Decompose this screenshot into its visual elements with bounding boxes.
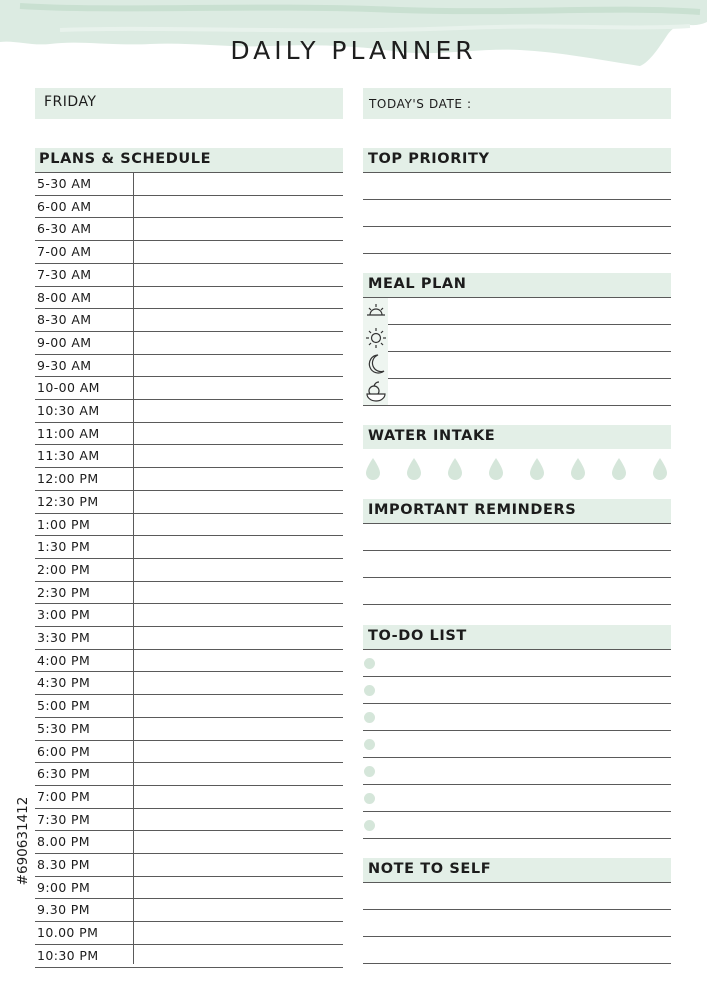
schedule-time: 4:00 PM (37, 652, 91, 668)
schedule-time: 6-30 AM (37, 221, 92, 237)
schedule-entry-field[interactable] (134, 535, 343, 558)
stock-id-stamp (10, 765, 36, 925)
water-drop-icon[interactable] (365, 457, 381, 481)
meal-line[interactable] (363, 405, 671, 406)
schedule-entry-field[interactable] (134, 286, 343, 309)
schedule-entry-field[interactable] (134, 581, 343, 604)
water-drop-icon[interactable] (611, 457, 627, 481)
note-header (363, 858, 671, 882)
schedule-time: 12:30 PM (37, 493, 99, 509)
todo-line[interactable] (363, 838, 671, 839)
schedule-time: 10-00 AM (37, 380, 100, 396)
schedule-entry-field[interactable] (134, 444, 343, 467)
schedule-time: 6-00 AM (37, 198, 92, 214)
schedule-row-line (35, 967, 343, 968)
meal-line[interactable] (363, 324, 671, 325)
schedule-entry-field[interactable] (134, 558, 343, 581)
todo-line[interactable] (363, 676, 671, 677)
day-label: FRIDAY (44, 94, 97, 110)
todo-line (363, 649, 671, 650)
reminder-line[interactable] (363, 550, 671, 551)
schedule-entry-field[interactable] (134, 671, 343, 694)
schedule-title: PLANS & SCHEDULE (39, 151, 212, 167)
schedule-time: 1:00 PM (37, 516, 91, 532)
schedule-entry-field[interactable] (134, 740, 343, 763)
water-drop-icon[interactable] (652, 457, 668, 481)
schedule-time: 5:30 PM (37, 720, 91, 736)
schedule-time: 11:00 AM (37, 425, 100, 441)
todo-checkbox[interactable] (364, 739, 375, 750)
schedule-entry-field[interactable] (134, 399, 343, 422)
schedule-entry-field[interactable] (134, 331, 343, 354)
note-line[interactable] (363, 909, 671, 910)
schedule-time: 4:30 PM (37, 675, 91, 691)
note-line[interactable] (363, 963, 671, 964)
schedule-entry-field[interactable] (134, 354, 343, 377)
schedule-time: 11:30 AM (37, 448, 100, 464)
meal-line[interactable] (363, 297, 671, 298)
schedule-time: 1:30 PM (37, 539, 91, 555)
schedule-entry-field[interactable] (134, 603, 343, 626)
top-priority-line[interactable] (363, 199, 671, 200)
water-intake-header (363, 425, 671, 449)
top-priority-header (363, 148, 671, 172)
top-priority-line[interactable] (363, 172, 671, 173)
schedule-time: 7:30 PM (37, 811, 91, 827)
todo-checkbox[interactable] (364, 685, 375, 696)
schedule-entry-field[interactable] (134, 263, 343, 286)
sun-icon (365, 327, 387, 349)
schedule-time: 8.30 PM (37, 857, 90, 872)
todo-line[interactable] (363, 703, 671, 704)
todo-title: TO-DO LIST (368, 628, 467, 644)
stock-id-text: #690631412 (15, 796, 31, 886)
schedule-entry-field[interactable] (134, 944, 343, 967)
reminder-line[interactable] (363, 577, 671, 578)
todo-checkbox[interactable] (364, 712, 375, 723)
fruit-icon (365, 380, 387, 402)
todo-checkbox[interactable] (364, 766, 375, 777)
schedule-entry-field[interactable] (134, 376, 343, 399)
schedule-entry-field[interactable] (134, 717, 343, 740)
day-bar (35, 88, 343, 119)
schedule-time: 12:00 PM (37, 471, 99, 487)
meal-line[interactable] (363, 351, 671, 352)
water-drop-icon[interactable] (529, 457, 545, 481)
schedule-time: 10:30 AM (37, 403, 100, 418)
schedule-entry-field[interactable] (134, 853, 343, 876)
todo-checkbox[interactable] (364, 820, 375, 831)
reminders-header (363, 499, 671, 523)
date-bar[interactable] (363, 88, 671, 119)
top-priority-line[interactable] (363, 226, 671, 227)
sunrise-icon (365, 300, 387, 322)
schedule-header (35, 148, 343, 172)
schedule-entry-field[interactable] (134, 626, 343, 649)
todo-header (363, 625, 671, 649)
water-drop-icon[interactable] (570, 457, 586, 481)
meal-line[interactable] (363, 378, 671, 379)
moon-icon (365, 353, 387, 375)
todo-line[interactable] (363, 757, 671, 758)
schedule-time: 7-30 AM (37, 266, 92, 282)
schedule-time: 6:30 PM (37, 766, 91, 782)
schedule-time: 9-00 AM (37, 334, 92, 350)
schedule-time: 2:30 PM (37, 584, 91, 600)
schedule-time: 9:00 PM (37, 879, 91, 895)
schedule-entry-field[interactable] (134, 195, 343, 218)
schedule-entry-field[interactable] (134, 172, 343, 195)
schedule-entry-field[interactable] (134, 422, 343, 445)
schedule-time: 8-30 AM (37, 312, 92, 328)
todo-line[interactable] (363, 730, 671, 731)
schedule-entry-field[interactable] (134, 830, 343, 853)
schedule-time: 10:30 PM (37, 947, 99, 963)
top-priority-line[interactable] (363, 253, 671, 254)
schedule-entry-field[interactable] (134, 785, 343, 808)
note-line[interactable] (363, 936, 671, 937)
water-drop-icon[interactable] (406, 457, 422, 481)
water-drop-icon[interactable] (488, 457, 504, 481)
schedule-time: 8.00 PM (37, 834, 90, 850)
schedule-time: 3:30 PM (37, 630, 91, 645)
todo-checkbox[interactable] (364, 658, 375, 669)
top-priority-title: TOP PRIORITY (368, 151, 490, 167)
schedule-time: 5-30 AM (37, 176, 92, 191)
reminder-line[interactable] (363, 523, 671, 524)
todo-line[interactable] (363, 811, 671, 812)
schedule-entry-field[interactable] (134, 921, 343, 944)
date-label: TODAY'S DATE : (369, 97, 472, 111)
note-title: NOTE TO SELF (368, 861, 492, 877)
note-line[interactable] (363, 882, 671, 883)
reminders-title: IMPORTANT REMINDERS (368, 502, 577, 518)
schedule-entry-field[interactable] (134, 694, 343, 717)
schedule-entry-field[interactable] (134, 513, 343, 536)
schedule-entry-field[interactable] (134, 308, 343, 331)
schedule-time: 10.00 PM (37, 925, 99, 941)
schedule-entry-field[interactable] (134, 762, 343, 785)
schedule-entry-field[interactable] (134, 240, 343, 263)
schedule-time: 7:00 PM (37, 788, 91, 804)
schedule-time: 9-30 AM (37, 357, 92, 373)
schedule-time: 3:00 PM (37, 607, 91, 623)
schedule-time: 8-00 AM (37, 289, 92, 305)
schedule-entry-field[interactable] (134, 876, 343, 899)
schedule-time: 7-00 AM (37, 244, 92, 260)
schedule-entry-field[interactable] (134, 898, 343, 921)
meal-plan-title: MEAL PLAN (368, 276, 467, 292)
todo-line[interactable] (363, 784, 671, 785)
reminder-line[interactable] (363, 604, 671, 605)
schedule-entry-field[interactable] (134, 808, 343, 831)
page-title: DAILY PLANNER (230, 36, 477, 65)
schedule-time: 6:00 PM (37, 743, 91, 759)
meal-plan-header (363, 273, 671, 297)
water-drop-icon[interactable] (447, 457, 463, 481)
schedule-entry-field[interactable] (134, 490, 343, 513)
schedule-time: 9.30 PM (37, 902, 90, 918)
schedule-entry-field[interactable] (134, 467, 343, 490)
schedule-entry-field[interactable] (134, 217, 343, 240)
schedule-entry-field[interactable] (134, 649, 343, 672)
schedule-time: 2:00 PM (37, 561, 91, 577)
todo-checkbox[interactable] (364, 793, 375, 804)
water-intake-title: WATER INTAKE (368, 428, 496, 444)
schedule-time: 5:00 PM (37, 698, 91, 714)
